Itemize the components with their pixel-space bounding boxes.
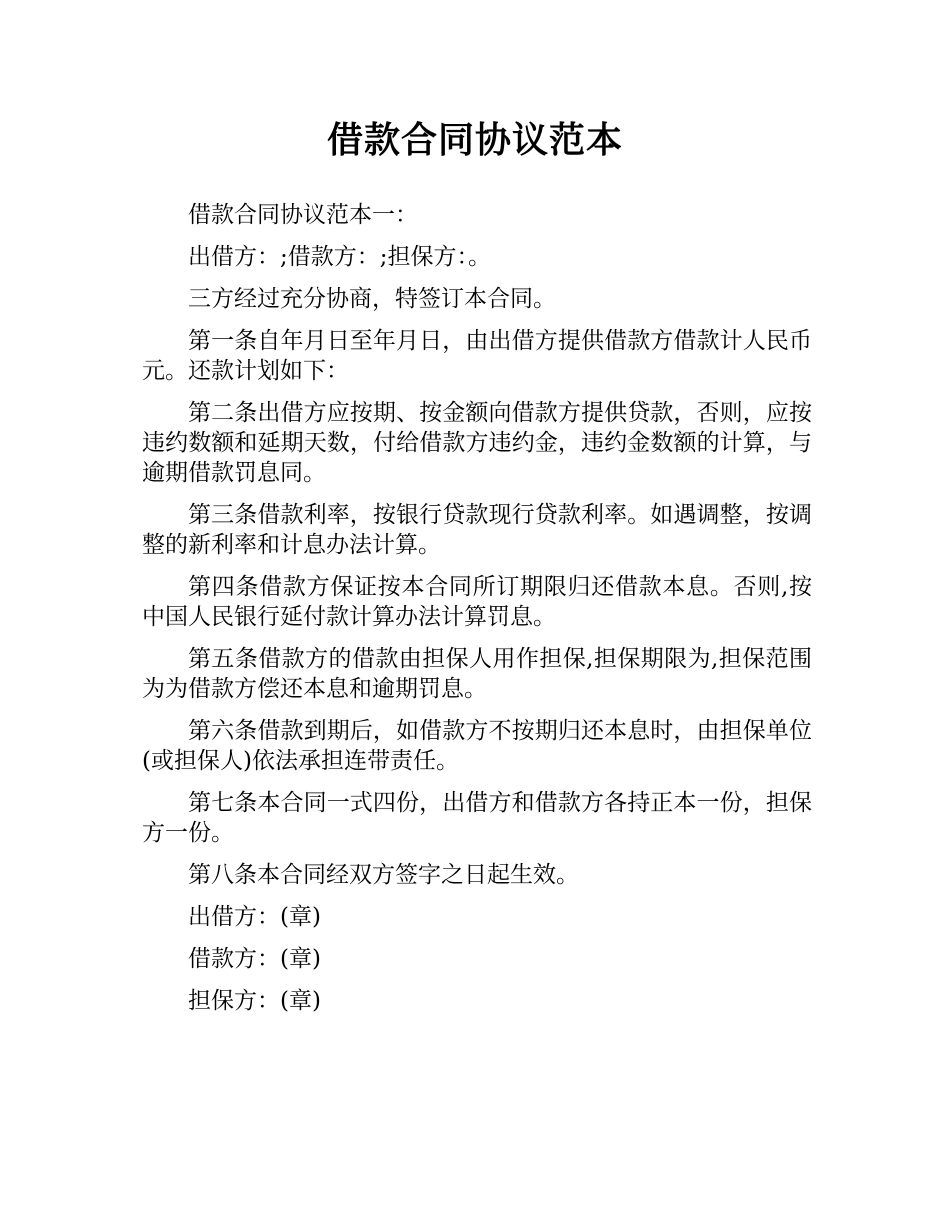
signature-guarantor: 担保方：(章) [188, 988, 321, 1014]
clause-8: 第八条本合同经双方签字之日起生效。 [188, 862, 579, 888]
paragraph-agreement: 三方经过充分协商，特签订本合同。 [188, 286, 556, 312]
clause-4: 第四条借款方保证按本合同所订期限归还借款本息。否则,按中国人民银行延付款计算办法计算罚息。 [142, 574, 812, 630]
signature-borrower: 借款方：(章) [188, 946, 321, 972]
document-body [142, 200, 812, 1028]
paragraph-parties: 出借方：;借款方：;担保方：。 [188, 244, 491, 270]
paragraph-intro: 借款合同协议范本一： [188, 202, 418, 228]
clause-7: 第七条本合同一式四份，出借方和借款方各持正本一份，担保方一份。 [142, 790, 812, 846]
clause-2: 第二条出借方应按期、按金额向借款方提供贷款，否则，应按违约数额和延期天数，付给借款方违约金，违约金数额的计算，与逾期借款罚息同。 [142, 400, 812, 486]
clause-5: 第五条借款方的借款由担保人用作担保,担保期限为,担保范围为为借款方偿还本息和逾期罚息。 [142, 646, 812, 702]
signature-lender: 出借方：(章) [188, 904, 321, 930]
clause-1: 第一条自年月日至年月日，由出借方提供借款方借款计人民币元。还款计划如下： [142, 328, 812, 384]
document-title: 借款合同协议范本 [326, 120, 623, 161]
clause-6: 第六条借款到期后，如借款方不按期归还本息时，由担保单位(或担保人)依法承担连带责任。 [142, 718, 812, 774]
clause-3: 第三条借款利率，按银行贷款现行贷款利率。如遇调整，按调整的新利率和计息办法计算。 [142, 502, 812, 558]
